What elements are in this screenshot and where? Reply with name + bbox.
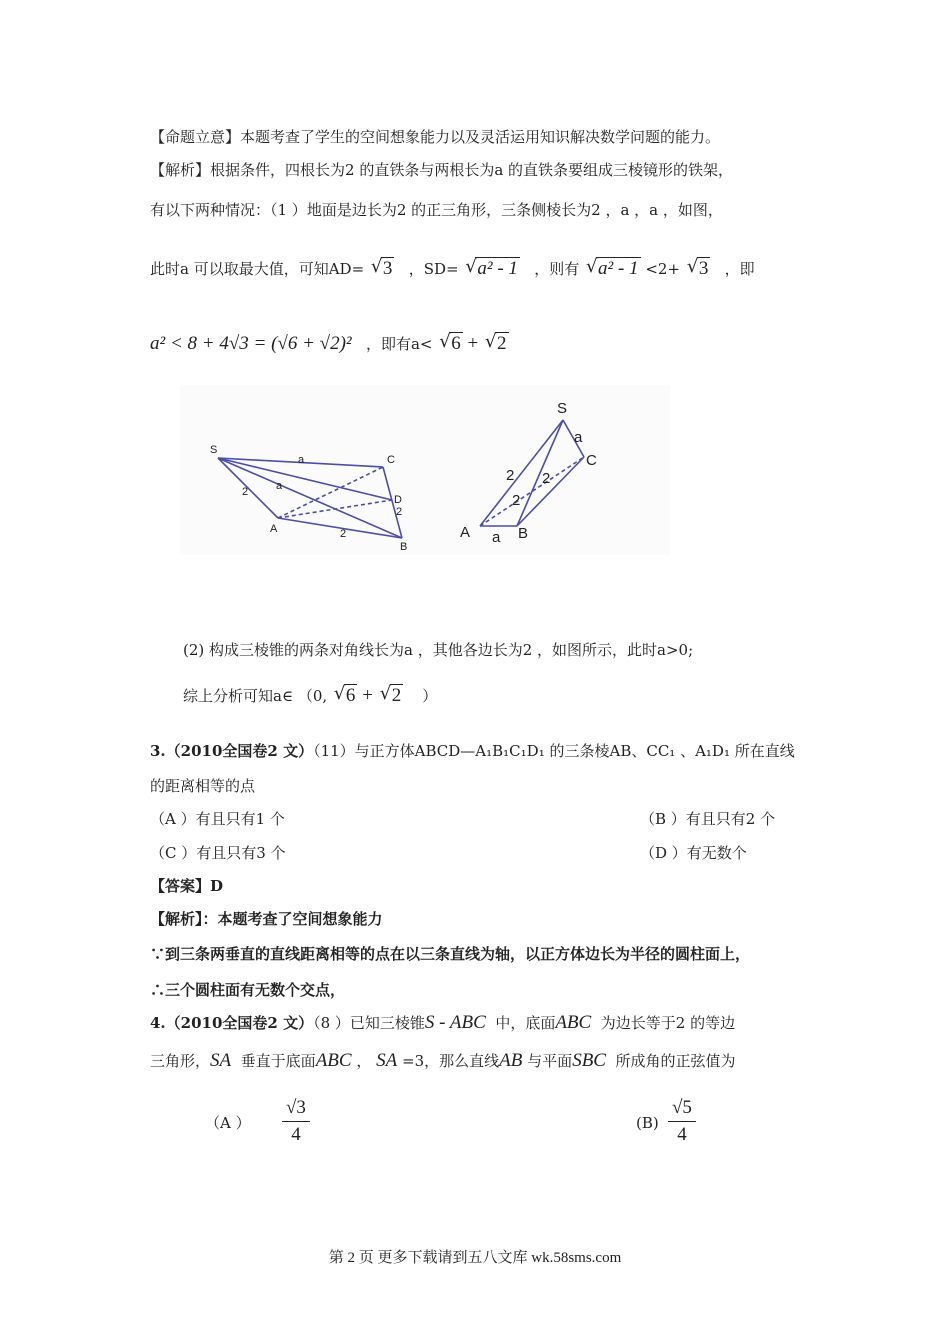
q3-title [150,741,795,761]
label-right-B: B [518,525,529,542]
analysis-line-1: 【解析】根据条件，四根长为2 的直铁条与两根长为a 的直铁条要组成三棱镜形的铁架， [150,161,734,179]
text-ad: 此时a 可以取最大值，可知AD= [150,260,365,278]
q4-sa: SA [210,1050,232,1071]
sqrt-6: √ 6 [439,331,461,354]
text-lt: <2+ [645,260,681,278]
label-right-S: S [557,400,568,417]
q4-option-b-num: √5 [668,1097,696,1122]
text-then: ，则有 [534,260,580,278]
q4-option-a-num: √3 [282,1097,310,1122]
sqrt-3-b: √ 3 [686,256,709,279]
sqrt-2: √ 2 [485,331,507,354]
q4-sa-2: SA [376,1050,398,1071]
q3-option-d: （D ）有无数个 [640,844,747,862]
label-right-e3: 2 [512,492,521,509]
inequality-line: a² < 8 + 4√3 = (√6 + √2)² ，即有a< √ 6 + √ 2 [150,331,507,354]
label-left-a2: a [276,480,283,492]
q3-option-c: （C ）有且只有3 个 [150,844,286,862]
label-left-A: A [270,523,278,535]
q3-title-2: 的距离相等的点 [150,777,256,795]
purpose-line: 【命题立意】本题考查了学生的空间想象能力以及灵活运用知识解决数学问题的能力。 [150,128,721,146]
label-right-e2: 2 [542,470,551,487]
label-right-e1: 2 [506,467,515,484]
q4-option-b-label: (B) [636,1114,659,1132]
q3-because: ∵到三条两垂直的直线距离相等的点在以三条直线为轴，以正方体边长为半径的圆柱面上， [150,945,751,963]
q4-option-a-label: （A ） [205,1114,251,1132]
q4-option-a-den: 4 [291,1124,301,1145]
q4-sbc: SBC [572,1050,606,1071]
q3-therefore: ∴三个圆柱面有无数个交点， [150,981,346,999]
label-left-S: S [210,444,218,456]
label-right-C: C [586,452,597,469]
pyramid-figures [180,385,670,555]
text-ie: ，即 [724,260,755,278]
q4-sabc: S - ABC [424,1012,486,1033]
label-left-e3: 2 [396,506,403,518]
q3-analysis: 【解析】：本题考查了空间想象能力 [150,910,383,928]
q3-option-b: （B ）有且只有2 个 [640,810,776,828]
label-right-a2: a [492,529,501,546]
analysis-line-2: 有以下两种情况：（1 ）地面是边长为2 的正三角形，三条侧棱长为2 ，a ，a ，如图， [150,201,723,219]
sqrt-3: √ 3 [370,256,393,279]
q4-title-2: 三角形，SA 垂直于底面ABC ， SA =3，那么直线AB 与平面SBC 所成角的正弦值为 [150,1050,736,1071]
q3-option-a: （A ）有且只有1 个 [150,810,285,828]
label-left-D: D [394,494,402,506]
analysis-line-3 [150,256,755,279]
label-left-B: B [400,541,408,553]
q3-answer: 【答案】D [150,877,224,895]
label-left-e2: 2 [340,528,347,540]
q4-title: 4.（2010全国卷2 文）（8 ）已知三棱锥S - ABC 中，底面ABC 为边长等于2 的等边 [150,1012,736,1033]
label-left-a1: a [298,454,305,466]
inequality: a² < 8 + 4√3 = (√6 + √2)² [150,333,352,354]
text-thus: ，即有a< [365,335,433,353]
label-right-A: A [460,524,471,541]
page-footer: 第 2 页 更多下载请到五八文库 wk.58sms.com [328,1250,622,1266]
sqrt-a2-1-b: √ a² - 1 [586,256,639,279]
label-left-e1: 2 [242,486,249,498]
case-2-line: (2) 构成三棱锥的两条对角线长为a ，其他各边长为2 ，如图所示，此时a>0; [183,641,694,659]
q4-option-a-fraction [282,1097,310,1146]
q4-option-b-den: 4 [677,1124,687,1145]
sqrt-6-b: √ 6 [333,683,356,706]
label-right-a1: a [574,429,583,446]
q4-abc-2: ABC [315,1050,352,1071]
text-close: ） [422,687,438,705]
text-conclusion: 综上分析可知a∈ （0, [183,687,328,705]
sqrt-2-b: √ 2 [379,683,402,706]
label-left-C: C [387,454,395,466]
sqrt-a2-1: √ a² - 1 [465,256,518,279]
q4-abc: ABC [555,1012,592,1033]
q4-ab: AB [499,1050,523,1071]
q4-option-b-fraction [668,1097,696,1146]
q3-text: （11）与正方体ABCD—A₁B₁C₁D₁ 的三条棱AB、CC₁ 、A₁D₁ 所在直线 [313,742,795,760]
q4-number: 4.（2010全国卷2 文） [150,1014,314,1032]
text-sd: ，SD= [408,260,459,278]
q3-number: 3.（2010全国卷2 文） [150,742,314,760]
conclusion-line: 综上分析可知a∈ （0, √ 6 + √ 2 ） [183,683,438,706]
